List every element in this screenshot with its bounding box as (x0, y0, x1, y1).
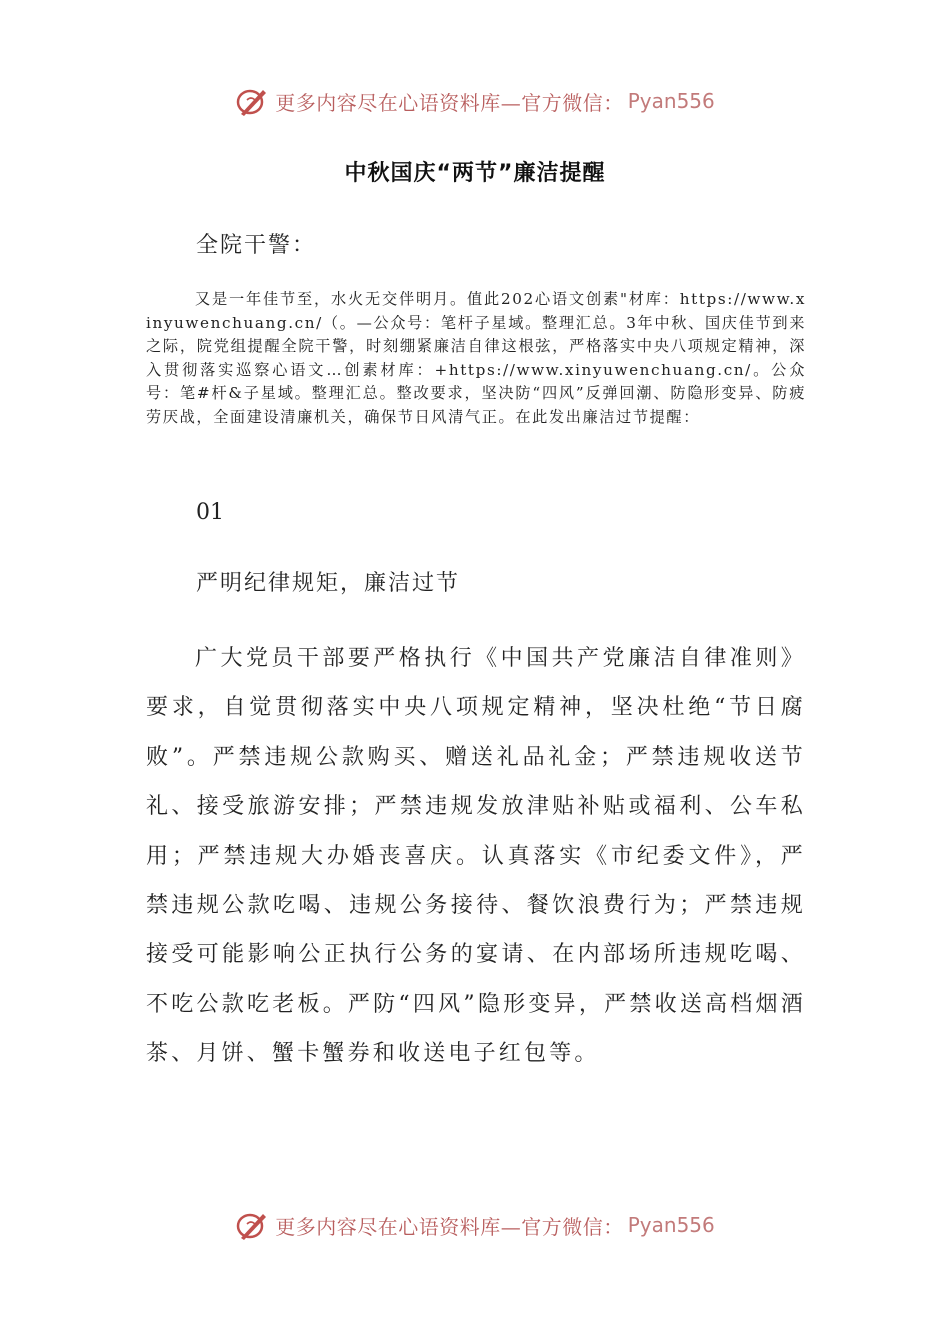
banner-text: 更多内容尽在心语资料库—官方微信： (275, 1214, 624, 1239)
page-title: 中秋国庆“两节”廉洁提醒 (344, 161, 606, 186)
banner-text: 更多内容尽在心语资料库—官方微信： (275, 90, 624, 115)
greeting: 全院干警： (196, 233, 317, 258)
pen-logo-icon (235, 1208, 269, 1242)
banner-contact: Pyan556 (627, 1213, 715, 1237)
footer-banner (0, 1208, 950, 1242)
header-banner (0, 84, 950, 118)
section-body-paragraph: 广大党员干部要严格执行《中国共产党廉洁自律准则》要求，自觉贯彻落实中央八项规定精神，坚决杜绝“节日腐败”。严禁违规公款购买、赠送礼品礼金；严禁违规收送节礼、接受旅游安排；严禁违规发放津贴补贴或福利、公车私用；严禁违规大办婚丧喜庆。认真落实《市纪委文件》，严禁违规公款吃喝、违规公务接待、餐饮浪费行为；严禁违规接受可能影响公正执行公务的宴请、在内部场所违规吃喝、不吃公款吃老板。严防“四风”隐形变异，严禁收送高档烟酒茶、月饼、蟹卡蟹券和收送电子红包等。 (146, 646, 806, 1067)
pen-logo-icon (235, 84, 269, 118)
banner-contact: Pyan556 (627, 89, 715, 113)
section-number: 01 (196, 500, 224, 525)
intro-paragraph: 又是一年佳节至，水火无交伴明月。值此202心语文创素"材库：https://www.xinyuwenchuang.cn/（。—公众号：笔杆子星域。整理汇总。3年中秋、国庆佳节到来之际，院党组提醒全院干警，时刻绷紧廉洁自律这根弦，严格落实中央八项规定精神，深入贯彻落实巡察心语文…创素材库：+https://www.xinyuwenchuang.cn/。公众号：笔#杆&子星域。整理汇总。整改要求，坚决防“四风”反弹回潮、防隐形变异、防疲劳厌战，全面建设清廉机关，确保节日风清气正。在此发出廉洁过节提醒： (146, 290, 806, 426)
section-heading: 严明纪律规矩，廉洁过节 (196, 571, 461, 596)
